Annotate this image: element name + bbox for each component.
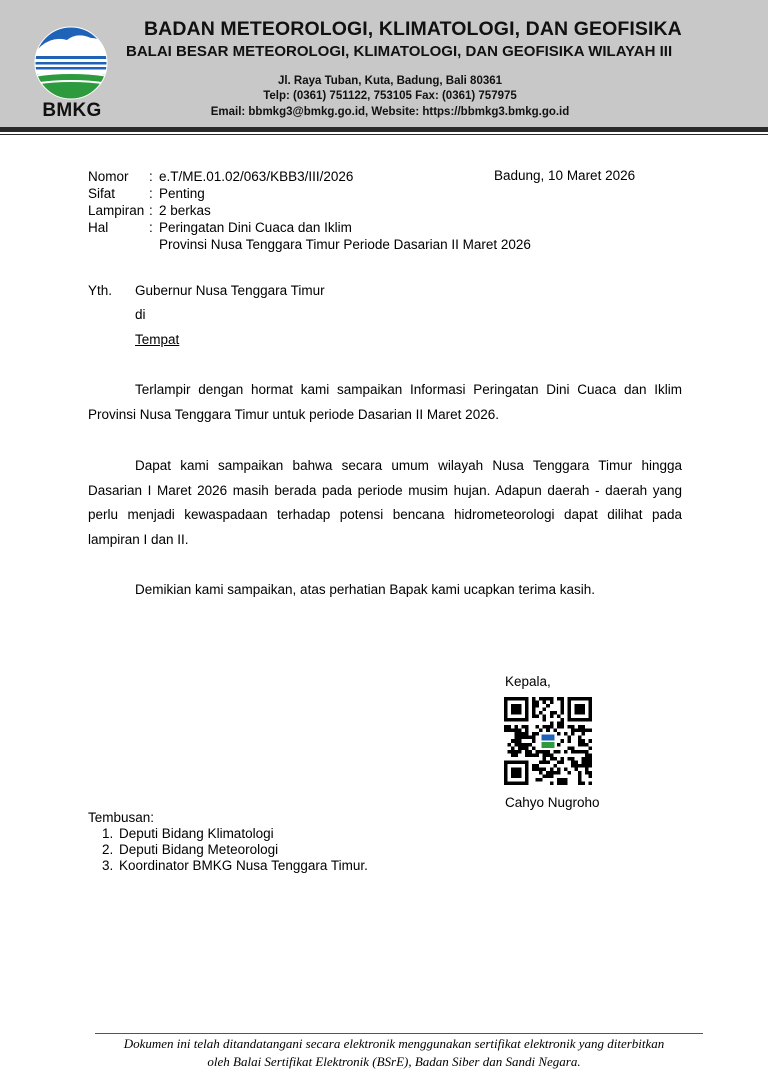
bmkg-logo-icon bbox=[33, 26, 109, 100]
agency-title: BADAN METEOROLOGI, KLIMATOLOGI, DAN GEOFISIKA bbox=[144, 18, 682, 40]
body-paragraph-3: Demikian kami sampaikan, atas perhatian Bapak kami ucapkan terima kasih. bbox=[135, 582, 595, 597]
meta-separator: : bbox=[149, 220, 153, 235]
recipient-tempat: Tempat bbox=[135, 332, 180, 347]
meta-separator: : bbox=[149, 186, 153, 201]
place-date: Badung, 10 Maret 2026 bbox=[494, 168, 636, 183]
recipient-salutation: Yth. bbox=[88, 283, 113, 298]
meta-label: Lampiran bbox=[88, 203, 145, 218]
meta-row-hal bbox=[88, 219, 531, 236]
meta-row-lampiran bbox=[88, 202, 531, 219]
meta-label: Hal bbox=[88, 220, 109, 235]
list-item: 2. Deputi Bidang Meteorologi bbox=[117, 842, 368, 858]
list-item: 1. Deputi Bidang Klimatologi bbox=[117, 826, 368, 842]
agency-address: Jl. Raya Tuban, Kuta, Badung, Bali 80361 bbox=[277, 75, 503, 87]
footer-divider bbox=[95, 1033, 703, 1034]
footer-line-2: oleh Balai Sertifikat Elektronik (BSrE), Badan Siber dan Sandi Negara. bbox=[207, 1054, 581, 1069]
meta-row-nomor bbox=[88, 168, 531, 185]
footer-line-1: Dokumen ini telah ditandatangani secara elektronik menggunakan sertifikat elektronik yang diterbitkan bbox=[123, 1036, 665, 1051]
meta-label: Sifat bbox=[88, 186, 116, 201]
meta-value: e.T/ME.01.02/063/KBB3/III/2026 bbox=[159, 169, 354, 184]
recipient-name: Gubernur Nusa Tenggara Timur bbox=[135, 283, 325, 298]
e-signature-notice bbox=[60, 1035, 728, 1071]
letter-metadata bbox=[88, 168, 531, 253]
tembusan-label: Tembusan: bbox=[88, 810, 155, 825]
header-divider-thin bbox=[0, 134, 768, 135]
meta-separator: : bbox=[149, 169, 153, 184]
qr-code-icon bbox=[504, 697, 592, 785]
meta-label: Nomor bbox=[88, 169, 129, 184]
agency-email-website: Email: bbmkg3@bmkg.go.id, Website: https://bbmkg3.bmkg.go.id bbox=[210, 106, 570, 118]
header-divider-thick bbox=[0, 127, 768, 132]
body-paragraph-1: Terlampir dengan hormat kami sampaikan Informasi Peringatan Dini Cuaca dan Iklim Provinsi Nusa Tenggara Timur untuk periode Dasarian II Maret 2026. bbox=[88, 382, 682, 422]
logo-wordmark: BMKG bbox=[42, 100, 102, 121]
meta-row-sifat bbox=[88, 185, 531, 202]
signature-title: Kepala, bbox=[505, 674, 551, 689]
meta-value: Penting bbox=[159, 186, 205, 201]
meta-value: 2 berkas bbox=[159, 203, 211, 218]
body-paragraph-2: Dapat kami sampaikan bahwa secara umum wilayah Nusa Tenggara Timur hingga Dasarian I Maret 2026 masih berada pada periode musim hujan. Adapun daerah - daerah yang perlu menjadi kewaspadaan terhadap potensi bencana hidrometeorologi dapat dilihat pada lampiran I dan II. bbox=[88, 458, 682, 547]
meta-value: Peringatan Dini Cuaca dan Iklim bbox=[159, 220, 352, 235]
tembusan-section bbox=[88, 810, 368, 874]
meta-separator: : bbox=[149, 203, 153, 218]
list-item: 3. Koordinator BMKG Nusa Tenggara Timur. bbox=[117, 858, 368, 874]
letterhead bbox=[0, 0, 768, 127]
signer-name: Cahyo Nugroho bbox=[505, 795, 600, 810]
meta-value: Provinsi Nusa Tenggara Timur Periode Dasarian II Maret 2026 bbox=[159, 237, 531, 252]
agency-phone: Telp: (0361) 751122, 753105 Fax: (0361) 757975 bbox=[263, 90, 517, 102]
tembusan-list bbox=[88, 826, 368, 874]
recipient-di: di bbox=[135, 307, 146, 322]
agency-subtitle: BALAI BESAR METEOROLOGI, KLIMATOLOGI, DAN GEOFISIKA WILAYAH III bbox=[126, 43, 673, 60]
meta-row-hal-continued bbox=[88, 236, 531, 253]
